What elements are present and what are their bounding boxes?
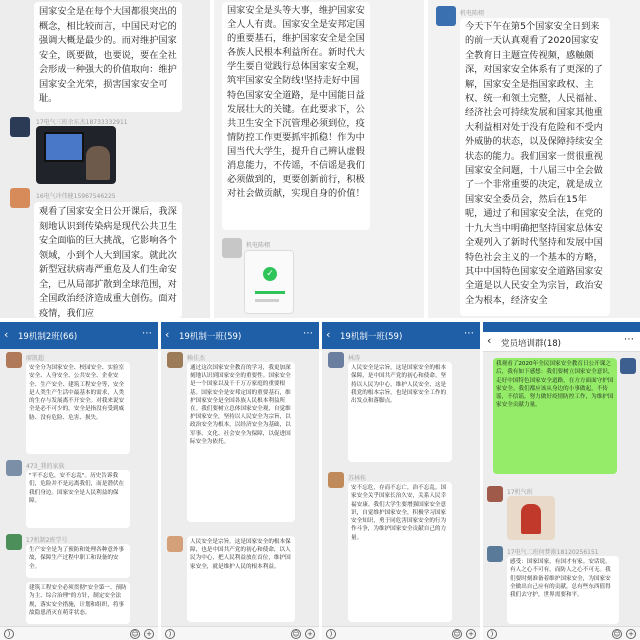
back-arrow-icon[interactable]: ‹ <box>165 328 170 341</box>
more-icon[interactable]: ⋯ <box>303 328 313 339</box>
chat-bubble: 人民安全是宗旨。这是国家安全的根本保障，也是中国共产党的初心和使命，以人民为中心，把人民利益放在首位，维护国家安全，就是维护人民的根本利益。 <box>187 536 295 622</box>
more-icon[interactable]: ⋯ <box>464 328 474 339</box>
voice-icon[interactable]: ) <box>165 629 175 639</box>
back-arrow-icon[interactable]: ‹ <box>326 328 331 341</box>
progress-bar <box>255 299 279 302</box>
chat-title: 19机制一班(59) <box>179 332 242 342</box>
avatar[interactable] <box>487 486 503 502</box>
chat-panel-g <box>483 322 640 640</box>
plus-icon[interactable]: + <box>626 629 636 639</box>
chat-bubble-self: 我观看了2020年全民国家安全教育日公开课之后，我有如下感想：我们要树立国家安全意识，走好中国特色国家安全道路，在方方面面守护国家安全。我们都应该从身边的小事做起，不传谣，不信谣，努力做好疫情防控工作，为维护国家安全贡献力量。 <box>493 358 617 474</box>
avatar[interactable] <box>6 460 22 476</box>
chat-title: 19机制一班(59) <box>340 332 403 342</box>
sender-name: 473_我的家族 <box>26 463 65 470</box>
check-icon: ✓ <box>263 267 277 281</box>
person-silhouette <box>86 146 110 180</box>
image-message[interactable] <box>507 496 555 540</box>
chat-panel-e <box>161 322 319 640</box>
back-arrow-icon[interactable]: ‹ <box>4 328 9 341</box>
avatar[interactable] <box>167 352 183 368</box>
input-bar[interactable] <box>161 626 319 640</box>
chat-title: 党员培训群(18) <box>501 339 561 349</box>
avatar[interactable] <box>328 472 344 488</box>
sender-name: 17电气二班何梦渐18120256151 <box>507 549 599 556</box>
avatar[interactable] <box>10 117 30 137</box>
chat-bubble: 国家安全是头等大事，维护国家安全人人有责。国家安全是安邦定国的重要基石，维护国家安全是全国各族人民根本利益所在。新时代大学生要自觉践行总体国家安全观，筑牢国家安全防线!坚持走好中国特色国家安全道路，是中国能日益发展壮大的关键。在此要求下，公共卫生安全下沉管理必须到位，疫情防控工作更要抓牢抓稳！作为中国当代大学生，提升自己辨认虚假消息能力，不传谣，不信谣是我们必须做到的，更要创新前行，积极对社会做贡献，实现自身的价值！ <box>222 2 370 230</box>
sender-name: 赖佳杰 <box>187 355 206 362</box>
plus-icon[interactable]: + <box>144 629 154 639</box>
chat-panel-a <box>0 0 210 318</box>
chat-bubble: 安不忘危，存而不忘亡，治不忘乱。国家安全关乎国家长治久安，关系人民幸福安康。我们大学生要增强国家安全意识，自觉维护国家安全，积极学习国家安全知识，勇于同危害国家安全的行为作斗争，为维护国家安全贡献自己的力量。 <box>348 482 452 622</box>
image-message[interactable] <box>36 126 116 184</box>
avatar[interactable] <box>6 534 22 550</box>
sender-name: 17机气班 <box>507 489 533 496</box>
input-bar[interactable] <box>483 626 640 640</box>
avatar[interactable] <box>222 238 242 258</box>
status-bar <box>483 322 640 332</box>
chat-header <box>0 322 158 349</box>
emoji-icon[interactable]: ☺ <box>453 630 461 638</box>
chat-bubble: 人民安全是宗旨。这是国家安全的根本保障，是中国共产党的初心和使命。坚持以人民为中心，维护人民安全，这是我党的根本宗旨，也是国家安全工作的出发点和落脚点。 <box>348 362 452 462</box>
more-icon[interactable]: ⋯ <box>142 328 152 339</box>
chat-bubble: 感受：国家国家，有国才有家。安话说，有人之心不可有，而防人之心不可无。我们要时刻准备着维护国家安全，为国家安全做出自己应有的贡献，总有些东西值得我们去守护，世界需要和平。 <box>507 556 619 624</box>
chat-bubble: 通过这次国家安全教育的学习，我更加深刻地认识到国家安全的重要性。国家安全是一个国家以及千千万万家庭的重要根基。国家安全是安邦定国的重要基石，维护国家安全是全国各族人民根本利益所在。我们要树立总体国家安全观，自觉维护国家安全，坚持以人民安全为宗旨，以政治安全为根本，以经济安全为基础，以军事、文化、社会安全为保障，以促进国际安全为依托。 <box>187 362 295 522</box>
avatar[interactable] <box>620 358 636 374</box>
chat-header <box>161 322 319 349</box>
emoji-icon[interactable]: ☺ <box>292 630 300 638</box>
voice-icon[interactable]: ) <box>326 629 336 639</box>
chat-bubble: 建筑工程安全必须贯彻"安全第一、预防为主、综合治理"的方针，制定安全法规，落实安全措施，计划和组织，将事故隐患消灭在萌芽状态。 <box>26 582 130 624</box>
avatar[interactable] <box>10 188 30 208</box>
chat-bubble: "平不忘危，安不忘乱"。历史告诉我们，危险并不是远离我们，而是潜伏在我们身边。国家安全是人民利益的保障。 <box>26 470 130 528</box>
sender-name: 廖凯超 <box>26 355 45 362</box>
sender-name: 林涛 <box>348 355 361 362</box>
sender-name: 17机制2班学号 <box>26 537 68 544</box>
voice-icon[interactable]: ) <box>487 629 497 639</box>
chat-header <box>483 332 640 352</box>
avatar[interactable] <box>436 6 456 26</box>
chat-panel-c <box>428 0 640 318</box>
chat-bubble: 观看了国家安全日公开课后，我深刻地认识到传染病是现代公共卫生安全面临的巨大挑战，它影响各个领域，小到个人大到国家。就此次新型冠状病毒严重危及人们生命安全，已从局部扩散到全球范围，对全国政治经济造成重大创伤。面对疫情，我们应 <box>34 202 182 318</box>
back-arrow-icon[interactable]: ‹ <box>487 334 492 347</box>
chat-panel-f <box>322 322 480 640</box>
monitor-screen <box>44 132 84 162</box>
person-photo <box>521 504 541 534</box>
chat-title: 19机制2班(66) <box>18 332 78 342</box>
input-bar[interactable] <box>0 626 158 640</box>
chat-bubble: 今天下午在第5个国家安全日到来的前一天认真观看了2020国家安全教育日主题宣传视频，感触颇深，对国家安全体系有了更深的了解，国家安全是指国家政权、主权、统一和领土完整，人民福祉、经济社会可持续发展和国家其他重大利益相对处于没有危险和不受内外威胁的状态，以及保障持续安全状态的能力。我们国家一贯很重视国家安全问题，十八届三中全会做了一个非常重要的决定，就是成立国家安全委员会，然后在15年呢，通过了和国家安全法，在党的十九大当中明确把坚持国家总体安全观列入了新时代坚持和发展中国特色社会主义的一个基本的方略，其中中国特色国家安全道路国家安全道是以人民安全为宗旨，政治安全为根本，经济安全 <box>460 18 610 316</box>
voice-icon[interactable]: ) <box>4 629 14 639</box>
chat-panel-b <box>214 0 424 318</box>
plus-icon[interactable]: + <box>466 629 476 639</box>
emoji-icon[interactable]: ☺ <box>613 630 621 638</box>
avatar[interactable] <box>487 546 503 562</box>
chat-bubble: 安全分为国家安全、校园安全、实验室安全、人身安全、公共安全、企业安全、生产安全、建筑工程安全等，安全是人类生产生活中最基本的需求，人类的生存与发展离不开安全。对我来说安全是必不可少的，安全是指没有受到威胁、没有危险、危害、损失。 <box>26 362 130 454</box>
sender-name: 机电陈栩 <box>246 242 271 249</box>
plus-icon[interactable]: + <box>305 629 315 639</box>
progress-bar <box>255 291 285 294</box>
avatar[interactable] <box>167 536 183 552</box>
input-bar[interactable] <box>322 626 480 640</box>
more-icon[interactable]: ⋯ <box>624 334 634 345</box>
emoji-icon[interactable]: ☺ <box>131 630 139 638</box>
sender-name: 苏林桂 <box>348 475 367 482</box>
image-message[interactable] <box>244 250 294 314</box>
avatar[interactable] <box>6 352 22 368</box>
avatar[interactable] <box>328 352 344 368</box>
sender-name: 17电气三班余东杰18733332911 <box>36 119 128 126</box>
chat-bubble: 生产安全是为了预防和处理各种意外事故，保障生产过程中职工和设备的安全。 <box>26 544 130 578</box>
chat-header <box>322 322 480 349</box>
chat-bubble: 国家安全是在每个大国都很突出的概念，相比较而言，中国民对它的强调大概是最少的。而对维护国家安全，既要做，也要说，要在全社会形成一种强大的价值取向：维护国家安全光荣，损害国家安全可耻。 <box>34 2 182 112</box>
chat-panel-d <box>0 322 158 640</box>
sender-name: 机电陈栩 <box>460 10 485 17</box>
sender-name: 16电气冲伟健15967546225 <box>36 193 116 200</box>
